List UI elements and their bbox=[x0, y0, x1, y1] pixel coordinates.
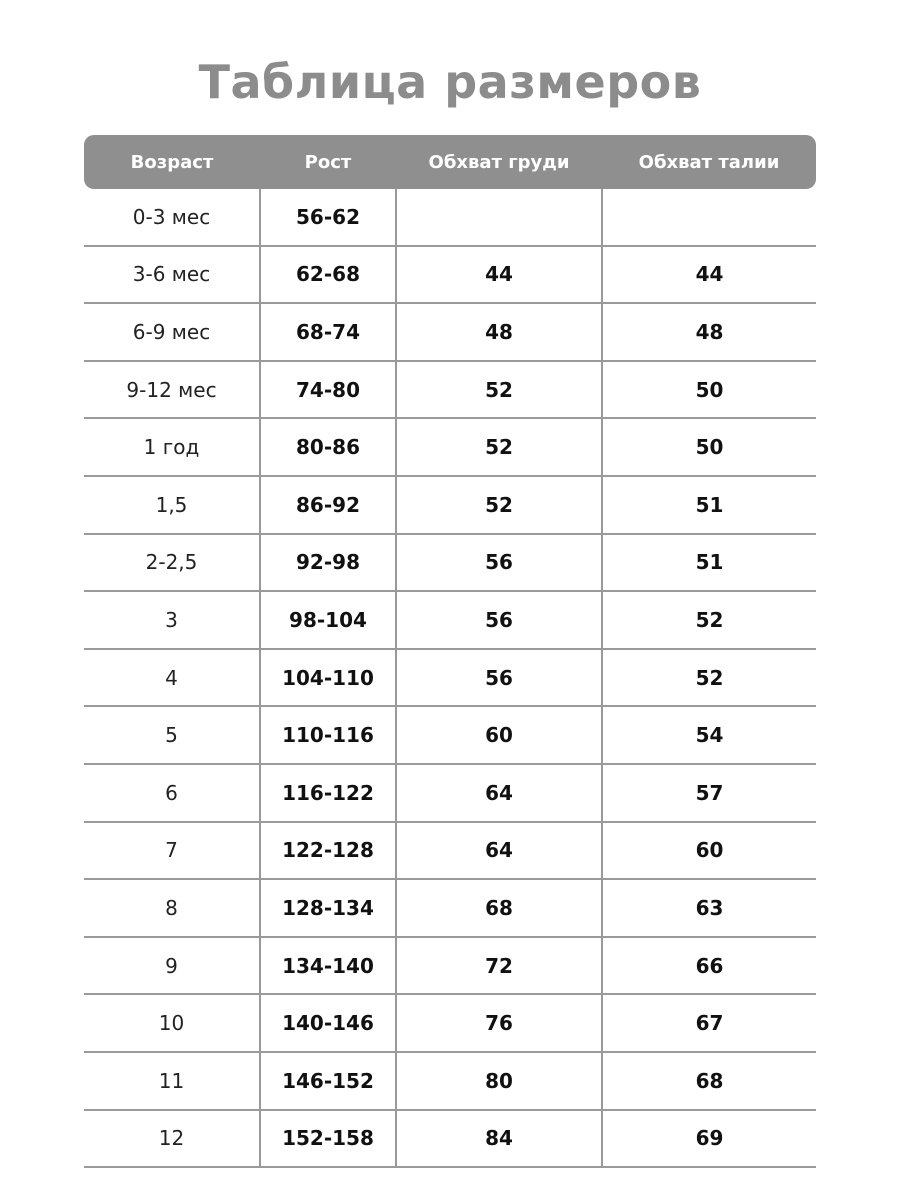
height-cell: 122-128 bbox=[260, 822, 396, 880]
header-chest: Обхват груди bbox=[396, 135, 602, 189]
chest-cell: 72 bbox=[396, 937, 602, 995]
age-cell: 12 bbox=[84, 1110, 260, 1168]
chest-cell: 52 bbox=[396, 418, 602, 476]
waist-cell: 51 bbox=[602, 534, 816, 592]
age-cell: 9 bbox=[84, 937, 260, 995]
age-cell: 0-3 мес bbox=[84, 189, 260, 246]
height-cell: 56-62 bbox=[260, 189, 396, 246]
table-row bbox=[84, 994, 816, 1052]
table-row bbox=[84, 879, 816, 937]
waist-cell: 50 bbox=[602, 418, 816, 476]
chest-cell: 84 bbox=[396, 1110, 602, 1168]
height-cell: 134-140 bbox=[260, 937, 396, 995]
waist-cell bbox=[602, 189, 816, 246]
table-row bbox=[84, 1052, 816, 1110]
waist-cell: 50 bbox=[602, 361, 816, 419]
height-cell: 74-80 bbox=[260, 361, 396, 419]
table-header bbox=[84, 135, 816, 189]
waist-cell: 66 bbox=[602, 937, 816, 995]
height-cell: 86-92 bbox=[260, 476, 396, 534]
age-cell: 1 год bbox=[84, 418, 260, 476]
height-cell: 110-116 bbox=[260, 706, 396, 764]
table-row bbox=[84, 534, 816, 592]
chest-cell: 48 bbox=[396, 303, 602, 361]
height-cell: 80-86 bbox=[260, 418, 396, 476]
table-row bbox=[84, 706, 816, 764]
waist-cell: 48 bbox=[602, 303, 816, 361]
chest-cell: 64 bbox=[396, 764, 602, 822]
chest-cell bbox=[396, 189, 602, 246]
chest-cell: 52 bbox=[396, 476, 602, 534]
table-row bbox=[84, 189, 816, 246]
chest-cell: 52 bbox=[396, 361, 602, 419]
age-cell: 3-6 мес bbox=[84, 246, 260, 304]
chest-cell: 56 bbox=[396, 649, 602, 707]
age-cell: 8 bbox=[84, 879, 260, 937]
age-cell: 6 bbox=[84, 764, 260, 822]
chest-cell: 44 bbox=[396, 246, 602, 304]
table-row bbox=[84, 591, 816, 649]
table-row bbox=[84, 822, 816, 880]
waist-cell: 51 bbox=[602, 476, 816, 534]
header-height: Рост bbox=[260, 135, 396, 189]
waist-cell: 54 bbox=[602, 706, 816, 764]
chest-cell: 80 bbox=[396, 1052, 602, 1110]
age-cell: 6-9 мес bbox=[84, 303, 260, 361]
age-cell: 11 bbox=[84, 1052, 260, 1110]
chest-cell: 64 bbox=[396, 822, 602, 880]
table-row bbox=[84, 303, 816, 361]
table-row bbox=[84, 246, 816, 304]
age-cell: 9-12 мес bbox=[84, 361, 260, 419]
waist-cell: 44 bbox=[602, 246, 816, 304]
age-cell: 7 bbox=[84, 822, 260, 880]
header-row bbox=[84, 135, 816, 189]
chest-cell: 68 bbox=[396, 879, 602, 937]
height-cell: 140-146 bbox=[260, 994, 396, 1052]
age-cell: 2-2,5 bbox=[84, 534, 260, 592]
table-row bbox=[84, 937, 816, 995]
waist-cell: 67 bbox=[602, 994, 816, 1052]
height-cell: 128-134 bbox=[260, 879, 396, 937]
page-title: Таблица размеров bbox=[198, 55, 702, 109]
waist-cell: 57 bbox=[602, 764, 816, 822]
height-cell: 92-98 bbox=[260, 534, 396, 592]
height-cell: 104-110 bbox=[260, 649, 396, 707]
height-cell: 68-74 bbox=[260, 303, 396, 361]
chest-cell: 56 bbox=[396, 534, 602, 592]
table-row bbox=[84, 361, 816, 419]
waist-cell: 60 bbox=[602, 822, 816, 880]
height-cell: 146-152 bbox=[260, 1052, 396, 1110]
table-row bbox=[84, 476, 816, 534]
waist-cell: 52 bbox=[602, 649, 816, 707]
height-cell: 152-158 bbox=[260, 1110, 396, 1168]
header-waist: Обхват талии bbox=[602, 135, 816, 189]
height-cell: 62-68 bbox=[260, 246, 396, 304]
chest-cell: 60 bbox=[396, 706, 602, 764]
age-cell: 4 bbox=[84, 649, 260, 707]
waist-cell: 68 bbox=[602, 1052, 816, 1110]
height-cell: 98-104 bbox=[260, 591, 396, 649]
header-age: Возраст bbox=[84, 135, 260, 189]
table-row bbox=[84, 649, 816, 707]
size-table bbox=[84, 135, 816, 1168]
waist-cell: 69 bbox=[602, 1110, 816, 1168]
table-row bbox=[84, 1110, 816, 1168]
waist-cell: 52 bbox=[602, 591, 816, 649]
table-body bbox=[84, 189, 816, 1167]
age-cell: 3 bbox=[84, 591, 260, 649]
age-cell: 10 bbox=[84, 994, 260, 1052]
waist-cell: 63 bbox=[602, 879, 816, 937]
table-row bbox=[84, 418, 816, 476]
height-cell: 116-122 bbox=[260, 764, 396, 822]
chest-cell: 76 bbox=[396, 994, 602, 1052]
age-cell: 5 bbox=[84, 706, 260, 764]
chest-cell: 56 bbox=[396, 591, 602, 649]
age-cell: 1,5 bbox=[84, 476, 260, 534]
table-row bbox=[84, 764, 816, 822]
